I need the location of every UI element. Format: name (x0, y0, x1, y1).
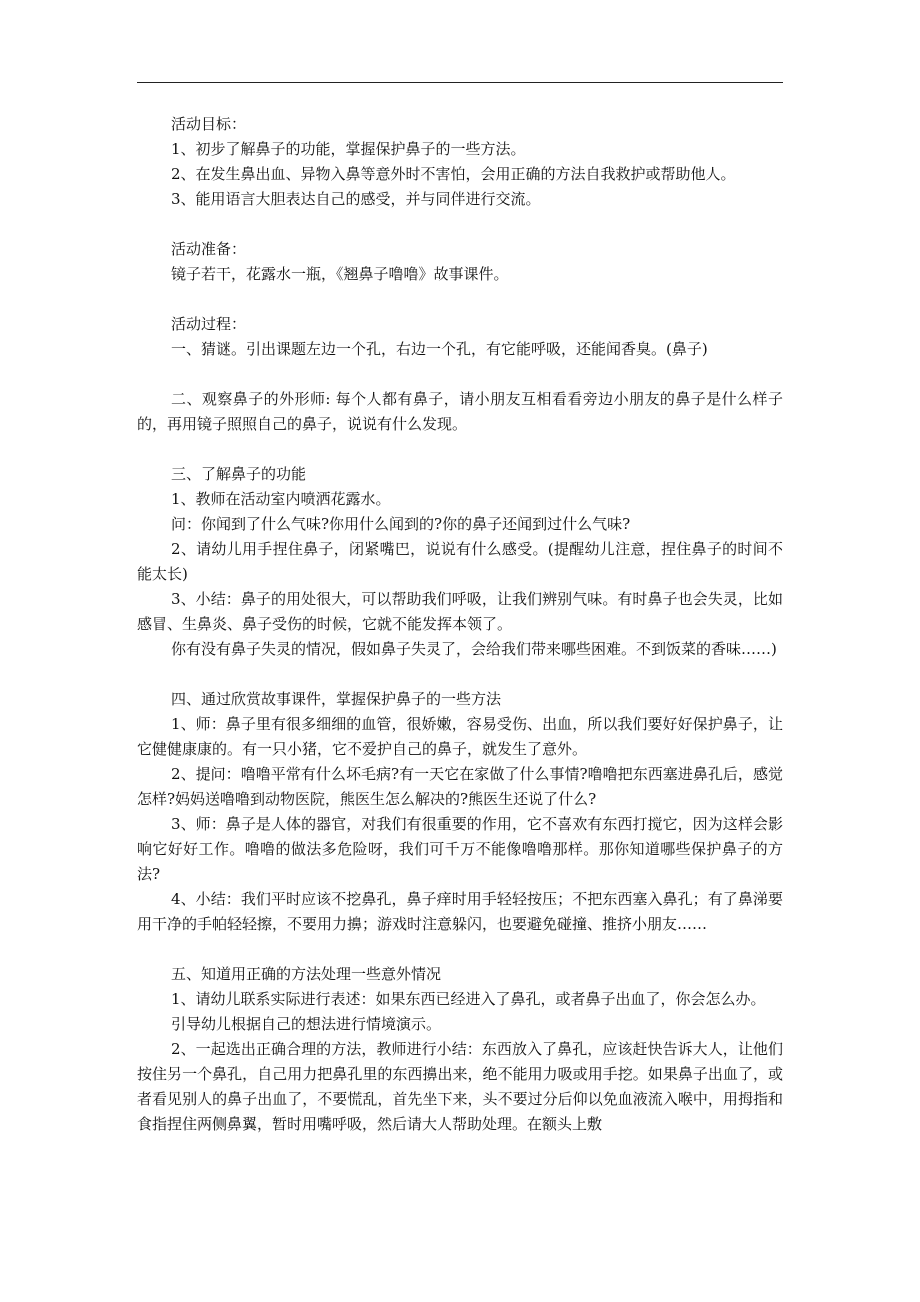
paragraph: 镜子若干，花露水一瓶，《翘鼻子噜噜》故事课件。 (171, 265, 509, 283)
paragraph-gap (137, 287, 783, 312)
paragraph: 2、请幼儿用手捏住鼻子，闭紧嘴巴，说说有什么感受。(提醒幼儿注意，捏住鼻子的时间不能太长) (137, 540, 783, 583)
document-body (137, 112, 783, 1137)
paragraph: 一、猜谜。引出课题左边一个孔，右边一个孔，有它能呼吸，还能闻香臭。(鼻子) (171, 340, 708, 358)
paragraph: 1、初步了解鼻子的功能，掌握保护鼻子的一些方法。 (171, 140, 526, 158)
paragraph: 三、了解鼻子的功能 (171, 465, 307, 483)
paragraph: 五、知道用正确的方法处理一些意外情况 (171, 965, 442, 983)
paragraph: 2、提问：噜噜平常有什么坏毛病?有一天它在家做了什么事情?噜噜把东西塞进鼻孔后，感觉怎样?妈妈送噜噜到动物医院，熊医生怎么解决的?熊医生还说了什么? (137, 765, 783, 808)
paragraph: 问：你闻到了什么气味?你用什么闻到的?你的鼻子还闻到过什么气味? (171, 515, 631, 533)
paragraph-gap (137, 937, 783, 962)
paragraph: 1、师：鼻子里有很多细细的血管，很娇嫩，容易受伤、出血，所以我们要好好保护鼻子，让它健健康康的。有一只小猪，它不爱护自己的鼻子，就发生了意外。 (137, 715, 783, 758)
paragraph: 3、师：鼻子是人体的器官，对我们有很重要的作用，它不喜欢有东西打搅它，因为这样会影响它好好工作。噜噜的做法多危险呀，我们可千万不能像噜噜那样。那你知道哪些保护鼻子的方法? (137, 815, 783, 883)
paragraph: 2、一起选出正确合理的方法，教师进行小结：东西放入了鼻孔，应该赶快告诉大人，让他们按住另一个鼻孔，自己用力把鼻孔里的东西擤出来，绝不能用力吸或用手挖。如果鼻子出血了，或者看见别人的鼻子出血了，不要慌乱，首先坐下来，头不要过分后仰以免血液流入喉中，用拇指和食指捏住两侧鼻翼，暂时用嘴呼吸，然后请大人帮助处理。在额头上敷 (137, 1040, 783, 1133)
paragraph: 引导幼儿根据自己的想法进行情境演示。 (171, 1015, 442, 1033)
paragraph: 二、观察鼻子的外形师: 每个人都有鼻子，请小朋友互相看看旁边小朋友的鼻子是什么样子的，再用镜子照照自己的鼻子，说说有什么发现。 (137, 390, 783, 433)
paragraph: 3、小结：鼻子的用处很大，可以帮助我们呼吸，让我们辨别气味。有时鼻子也会失灵，比如感冒、生鼻炎、鼻子受伤的时候，它就不能发挥本领了。 (137, 590, 783, 633)
paragraph: 2、在发生鼻出血、异物入鼻等意外时不害怕，会用正确的方法自我救护或帮助他人。 (171, 165, 736, 183)
paragraph: 1、教师在活动室内喷洒花露水。 (171, 490, 391, 508)
paragraph-gap (137, 662, 783, 687)
paragraph: 3、能用语言大胆表达自己的感受，并与同伴进行交流。 (171, 190, 541, 208)
paragraph: 你有没有鼻子失灵的情况，假如鼻子失灵了，会给我们带来哪些困难。不到饭菜的香味……) (171, 640, 777, 658)
paragraph-gap (137, 362, 783, 387)
paragraph: 活动目标： (171, 115, 247, 133)
header-rule (137, 82, 783, 83)
paragraph: 四、通过欣赏故事课件，掌握保护鼻子的一些方法 (171, 690, 502, 708)
paragraph-gap (137, 212, 783, 237)
paragraph: 活动过程： (171, 315, 247, 333)
paragraph: 1、请幼儿联系实际进行表述：如果东西已经进入了鼻孔，或者鼻子出血了，你会怎么办。 (171, 990, 766, 1008)
paragraph: 活动准备： (171, 240, 247, 258)
paragraph: 4、小结：我们平时应该不挖鼻孔，鼻子痒时用手轻轻按压；不把东西塞入鼻孔；有了鼻涕要用干净的手帕轻轻擦，不要用力擤；游戏时注意躲闪，也要避免碰撞、推挤小朋友…… (137, 890, 783, 933)
paragraph-gap (137, 437, 783, 462)
